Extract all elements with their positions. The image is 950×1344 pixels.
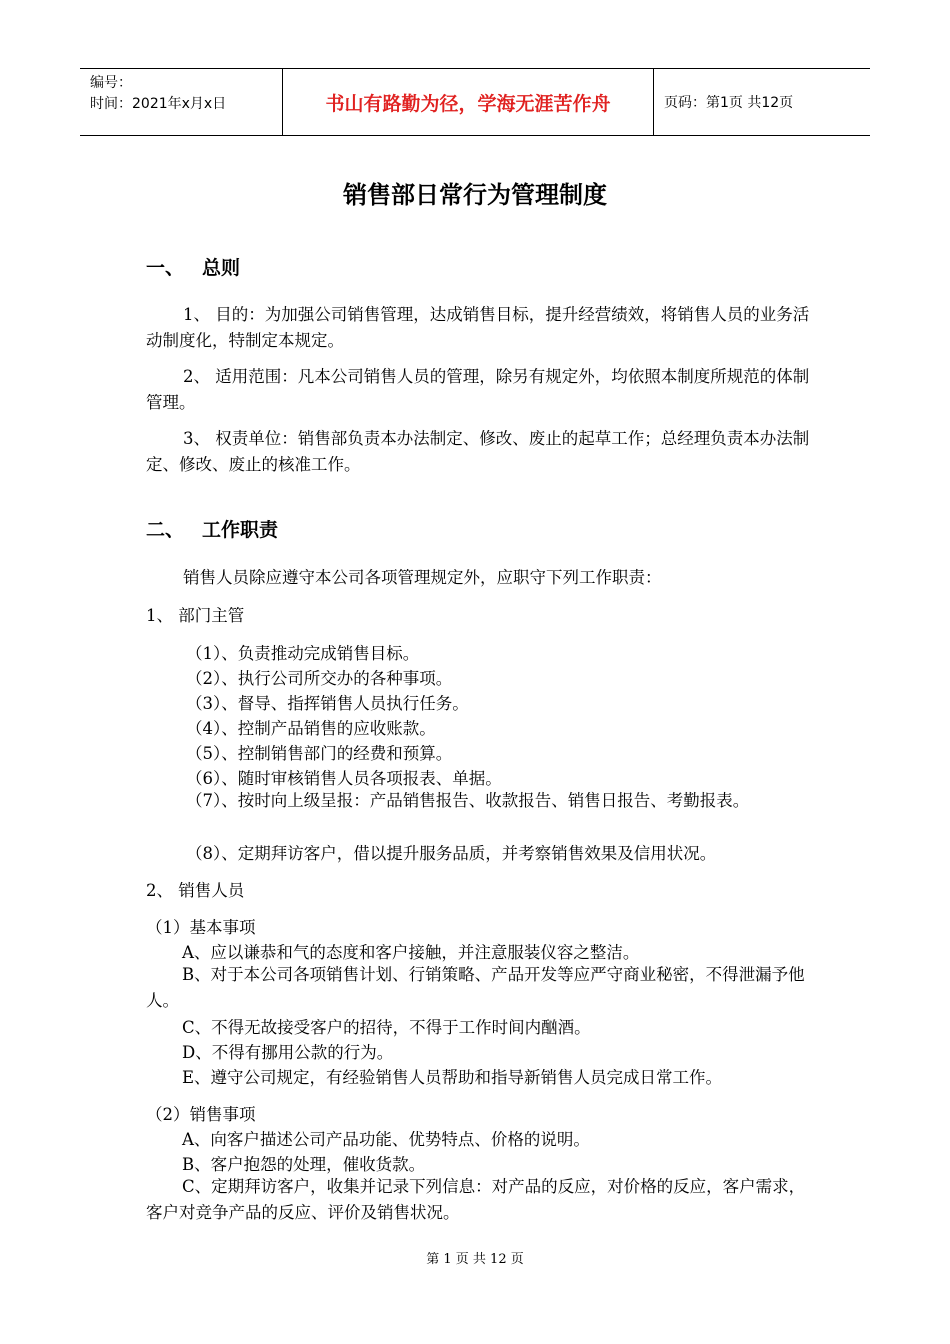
list-item: D、不得有挪用公款的行为。 xyxy=(182,1043,394,1062)
list-item: B、客户抱怨的处理，催收货款。 xyxy=(182,1155,426,1174)
paragraph-scope: 2、 适用范围：凡本公司销售人员的管理，除另有规定外，均依照本制度所规范的体制管理。 xyxy=(146,367,810,412)
list-item: （7）、按时向上级呈报：产品销售报告、收款报告、销售日报告、考勤报表。 xyxy=(186,791,750,810)
subheading-department-head: 1、 部门主管 xyxy=(146,606,245,625)
list-item: （8）、定期拜访客户，借以提升服务品质，并考察销售效果及信用状况。 xyxy=(186,844,717,863)
list-item: C、不得无故接受客户的招待，不得于工作时间内酗酒。 xyxy=(182,1018,591,1037)
header-page-info: 页码：第1页 共12页 xyxy=(664,95,794,111)
section-heading-general xyxy=(146,253,240,280)
paragraph-duties-intro: 销售人员除应遵守本公司各项管理规定外，应职守下列工作职责： xyxy=(183,568,662,587)
list-item: （6）、随时审核销售人员各项报表、单据。 xyxy=(186,769,502,788)
list-item: （5）、控制销售部门的经费和预算。 xyxy=(186,744,453,763)
list-item: B、对于本公司各项销售计划、行销策略、产品开发等应严守商业秘密，不得泄漏予他人。 xyxy=(146,965,805,1010)
subheading-sales-items: （2）销售事项 xyxy=(146,1105,256,1124)
list-item: （2）、执行公司所交办的各种事项。 xyxy=(186,669,453,688)
header-meta xyxy=(80,69,282,135)
page-footer: 第 1 页 共 12 页 xyxy=(426,1252,524,1267)
number-label: 编号： xyxy=(90,75,132,91)
document-title: 销售部日常行为管理制度 xyxy=(343,181,607,209)
list-item: （4）、控制产品销售的应收账款。 xyxy=(186,719,436,738)
page-header xyxy=(80,68,870,136)
list-item: C、定期拜访客户，收集并记录下列信息：对产品的反应，对价格的反应，客户需求，客户对竞争产品的反应、评价及销售状况。 xyxy=(146,1177,806,1222)
header-motto: 书山有路勤为径，学海无涯苦作舟 xyxy=(282,69,654,135)
paragraph-responsibility: 3、 权责单位：销售部负责本办法制定、修改、废止的起草工作；总经理负责本办法制定、修改、废止的核准工作。 xyxy=(146,429,810,474)
list-item: A、向客户描述公司产品功能、优势特点、价格的说明。 xyxy=(182,1130,590,1149)
list-item: E、遵守公司规定，有经验销售人员帮助和指导新销售人员完成日常工作。 xyxy=(182,1068,723,1087)
section-title: 工作职责 xyxy=(202,519,279,541)
list-item: （3）、督导、指挥销售人员执行任务。 xyxy=(186,694,469,713)
section-number: 一、 xyxy=(146,257,185,279)
list-item: A、应以谦恭和气的态度和客户接触，并注意服装仪容之整洁。 xyxy=(182,943,640,962)
time-label: 时间：2021年x月x日 xyxy=(90,96,227,112)
section-title: 总则 xyxy=(202,257,241,279)
paragraph-purpose: 1、 目的：为加强公司销售管理，达成销售目标，提升经营绩效，将销售人员的业务活动制度化，特制定本规定。 xyxy=(146,305,810,350)
list-item: （1）、负责推动完成销售目标。 xyxy=(186,644,420,663)
subheading-basic-items: （1）基本事项 xyxy=(146,918,256,937)
subheading-sales-staff: 2、 销售人员 xyxy=(146,881,245,900)
section-number: 二、 xyxy=(146,519,185,541)
section-heading-duties xyxy=(146,515,278,542)
